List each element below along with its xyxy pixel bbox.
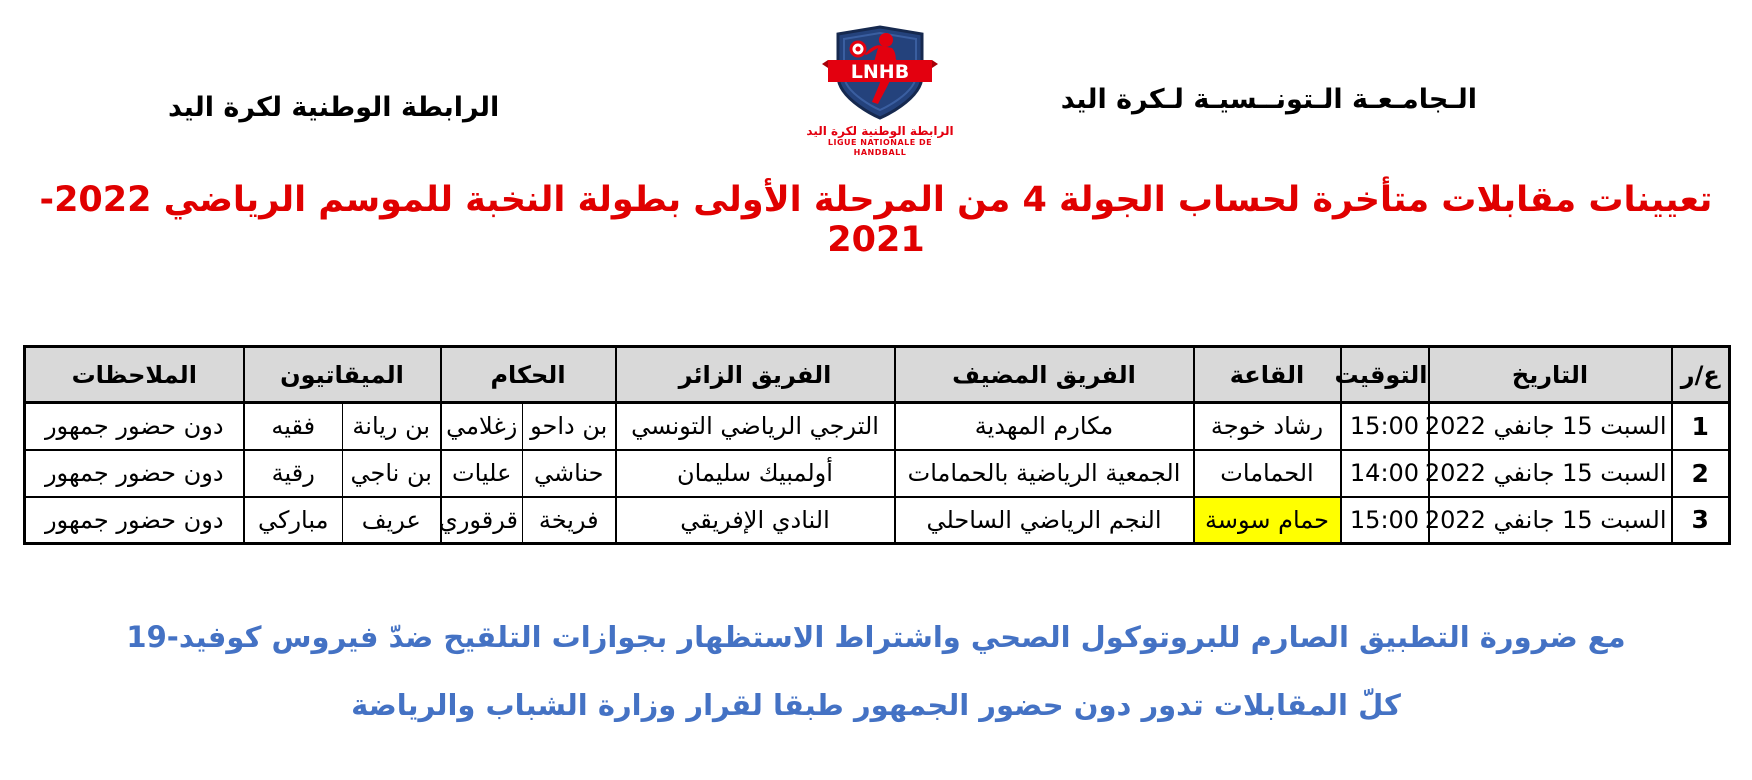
match-row-3 [25, 497, 1730, 544]
no-audience-note: كلّ المقابلات تدور دون حضور الجمهور طبقا لقرار وزارة الشباب والرياضة [351, 688, 1401, 722]
logo-french-name: LIGUE NATIONALE DE HANDBALL [827, 138, 933, 157]
away-team-cell: الترجي الرياضي التونسي [616, 403, 895, 450]
match-row-1 [25, 403, 1730, 450]
league-title: الرابطة الوطنية لكرة اليد [168, 92, 500, 123]
match-time-cell: 14:00 [1341, 450, 1429, 497]
timekeeper-1-cell: بن ناجي [343, 450, 441, 497]
away-team-cell: النادي الإفريقي [616, 497, 895, 544]
match-time-cell: 15:00 [1341, 497, 1429, 544]
match-number-cell: 2 [1672, 450, 1730, 497]
match-hall-cell: الحمامات [1194, 450, 1341, 497]
match-number-cell: 3 [1672, 497, 1730, 544]
header-time: التوقيت [1341, 347, 1429, 403]
lnhb-acronym: LNHB [850, 61, 910, 83]
match-row-2 [25, 450, 1730, 497]
logo-arabic-name: الرابطة الوطنية لكرة اليد [806, 124, 954, 138]
header-date: التاريخ [1429, 347, 1672, 403]
header-away-team: الفريق الزائر [616, 347, 895, 403]
referee-2-cell: زغلامي [441, 403, 523, 450]
federation-title: الـجامـعـة الـتونــسيـة لـكرة اليد [1060, 84, 1477, 115]
referee-2-cell: قرقوري [441, 497, 523, 544]
header-timekeepers: الميقاتيون [244, 347, 441, 403]
match-date-cell: السبت 15 جانفي 2022 [1429, 450, 1672, 497]
header-num: ع/ر [1672, 347, 1730, 403]
match-hall-cell: رشاد خوجة [1194, 403, 1341, 450]
header-home-team: الفريق المضيف [895, 347, 1194, 403]
match-time-cell: 15:00 [1341, 403, 1429, 450]
referee-1-cell: حناشي [523, 450, 616, 497]
match-date-cell: السبت 15 جانفي 2022 [1429, 403, 1672, 450]
covid-protocol-note: مع ضرورة التطبيق الصارم للبروتوكول الصحي واشتراط الاستظهار بجوازات التلقيح ضدّ فيروس كوفيد-19 [126, 620, 1626, 654]
header-notes: الملاحظات [25, 347, 244, 403]
match-date-cell: السبت 15 جانفي 2022 [1429, 497, 1672, 544]
matches-table-wrapper [23, 345, 1731, 545]
match-notes-cell: دون حضور جمهور [25, 497, 244, 544]
timekeeper-2-cell: مباركي [244, 497, 343, 544]
lnhb-shield-icon [820, 24, 940, 124]
timekeeper-1-cell: عريف [343, 497, 441, 544]
referee-2-cell: عليات [441, 450, 523, 497]
table-header-row [25, 347, 1730, 403]
timekeeper-2-cell: فقيه [244, 403, 343, 450]
away-team-cell: أولمبيك سليمان [616, 450, 895, 497]
matches-table [23, 345, 1731, 545]
referee-1-cell: فريخة [523, 497, 616, 544]
header-hall: القاعة [1194, 347, 1341, 403]
home-team-cell: الجمعية الرياضية بالحمامات [895, 450, 1194, 497]
lnhb-logo [800, 24, 960, 157]
timekeeper-1-cell: بن ريانة [343, 403, 441, 450]
match-number-cell: 1 [1672, 403, 1730, 450]
match-notes-cell: دون حضور جمهور [25, 450, 244, 497]
header-referees: الحكام [441, 347, 616, 403]
page-title: تعيينات مقابلات متأخرة لحساب الجولة 4 من المرحلة الأولى بطولة النخبة للموسم الرياضي 2022-2021 [39, 180, 1713, 260]
timekeeper-2-cell: رقية [244, 450, 343, 497]
home-team-cell: النجم الرياضي الساحلي [895, 497, 1194, 544]
match-notes-cell: دون حضور جمهور [25, 403, 244, 450]
referee-1-cell: بن داحو [523, 403, 616, 450]
home-team-cell: مكارم المهدية [895, 403, 1194, 450]
match-hall-cell: حمام سوسة [1194, 497, 1341, 544]
